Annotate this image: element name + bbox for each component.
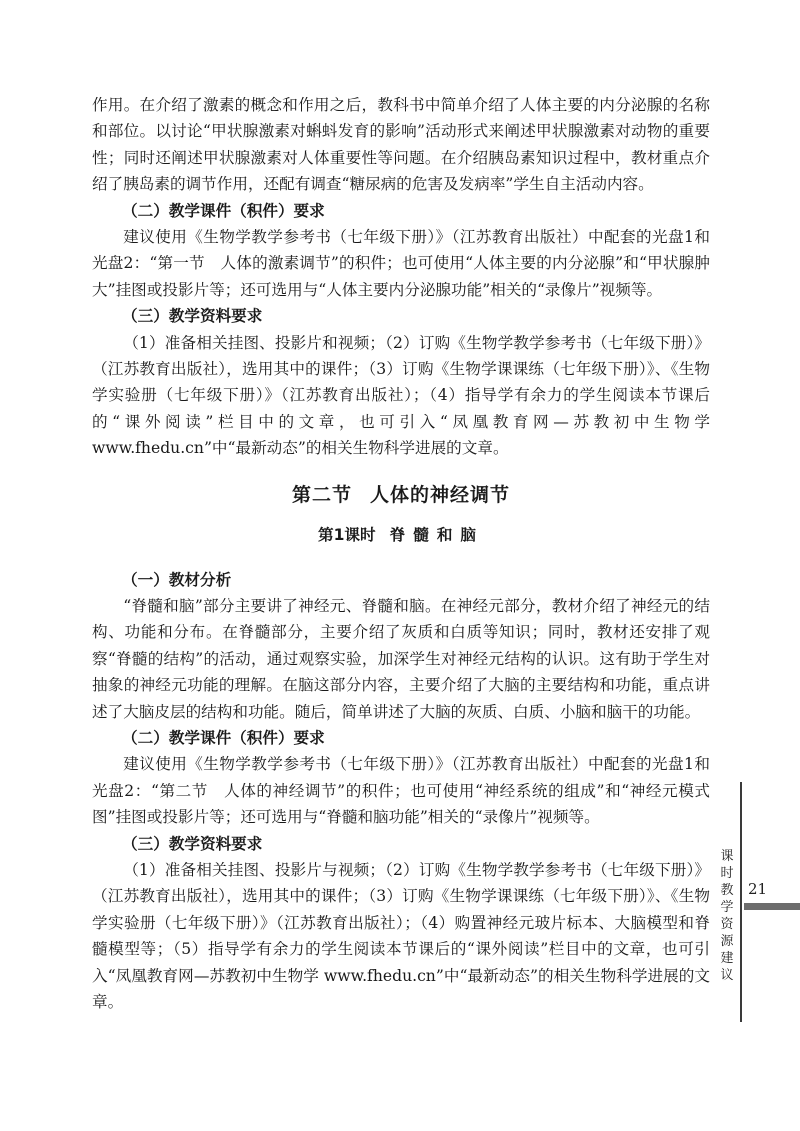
chapter-side-label: 课时教学资源建议 [720, 849, 734, 983]
section-number: 第二节 [291, 483, 352, 506]
heading-courseware-requirements: （二）教学课件（积件）要求 [122, 201, 325, 220]
section-title [92, 482, 710, 508]
heading-materials-requirements: （三）教学资料要求 [122, 307, 263, 326]
section-name: 人体的神经调节 [370, 483, 511, 506]
heading-courseware-requirements-2: （二）教学课件（积件）要求 [122, 728, 325, 747]
lesson-number: 第1课时 [317, 526, 376, 545]
paragraph-materials-hormone: （1）准备相关挂图、投影片和视频；（2）订购《生物学教学参考书（七年级下册）》（江苏教育出版社），选用其中的课件；（3）订购《生物学课课练（七年级下册）》、《生物学实验册（七年级下册）》（江苏教育出版社）；（4）指导学有余力的学生阅读本节课后的“课外阅读”栏目中的文章，也可引入“凤凰教育网—苏教初中生物学 www.fhedu.cn”中“最新动态”的相关生物科学进展的文章。 [92, 333, 710, 458]
paragraph-material-analysis: “脊髓和脑”部分主要讲了神经元、脊髓和脑。在神经元部分，教材介绍了神经元的结构、功能和分布。在脊髓部分，主要介绍了灰质和白质等知识；同时，教材还安排了观察“脊髓的结构”的活动，通过观察实验，加深学生对神经元结构的认识。这有助于学生对抽象的神经元功能的理解。在脑这部分内容，主要介绍了大脑的主要结构和功能，重点讲述了大脑皮层的结构和功能。随后，简单讲述了大脑的灰质、白质、小脑和脑干的功能。 [92, 596, 710, 721]
page-number: 21 [748, 880, 768, 898]
lesson-title [92, 522, 710, 548]
page-thumb-bar [744, 903, 800, 910]
heading-material-analysis: （一）教材分析 [122, 570, 232, 589]
page-body [92, 92, 710, 1015]
heading-materials-requirements-2: （三）教学资料要求 [122, 834, 263, 853]
paragraph-materials-nerve: （1）准备相关挂图、投影片与视频；（2）订购《生物学教学参考书（七年级下册）》（江苏教育出版社），选用其中的课件；（3）订购《生物学课课练（七年级下册）》、《生物学实验册（七年级下册）》（江苏教育出版社）；（4）购置神经元玻片标本、大脑模型和脊髓模型等；（5）指导学有余力的学生阅读本节课后的“课外阅读”栏目中的文章，也可引入“凤凰教育网—苏教初中生物学 www.fhedu.cn”中“最新动态”的相关生物科学进展的文章。 [92, 860, 710, 1011]
paragraph-hormone-intro: 作用。在介绍了激素的概念和作用之后，教科书中简单介绍了人体主要的内分泌腺的名称和部位。以讨论“甲状腺激素对蝌蚪发育的影响”活动形式来阐述甲状腺激素对动物的重要性；同时还阐述甲状腺激素对人体重要性等问题。在介绍胰岛素知识过程中，教材重点介绍了胰岛素的调节作用，还配有调查“糖尿病的危害及发病率”学生自主活动内容。 [92, 96, 710, 194]
margin-rule [740, 782, 742, 1022]
paragraph-courseware-nerve: 建议使用《生物学教学参考书（七年级下册）》（江苏教育出版社）中配套的光盘1和光盘2：“第二节 人体的神经调节”的积件；也可使用“神经系统的组成”和“神经元模式图”挂图或投影片等；还可选用与“脊髓和脑功能”相关的“录像片”视频等。 [92, 755, 710, 827]
lesson-name: 脊髓和脑 [389, 526, 485, 545]
paragraph-courseware-hormone: 建议使用《生物学教学参考书（七年级下册）》（江苏教育出版社）中配套的光盘1和光盘2：“第一节 人体的激素调节”的积件；也可使用“人体主要的内分泌腺”和“甲状腺肿大”挂图或投影片等；还可选用与“人体主要内分泌腺功能”相关的“录像片”视频等。 [92, 228, 710, 299]
